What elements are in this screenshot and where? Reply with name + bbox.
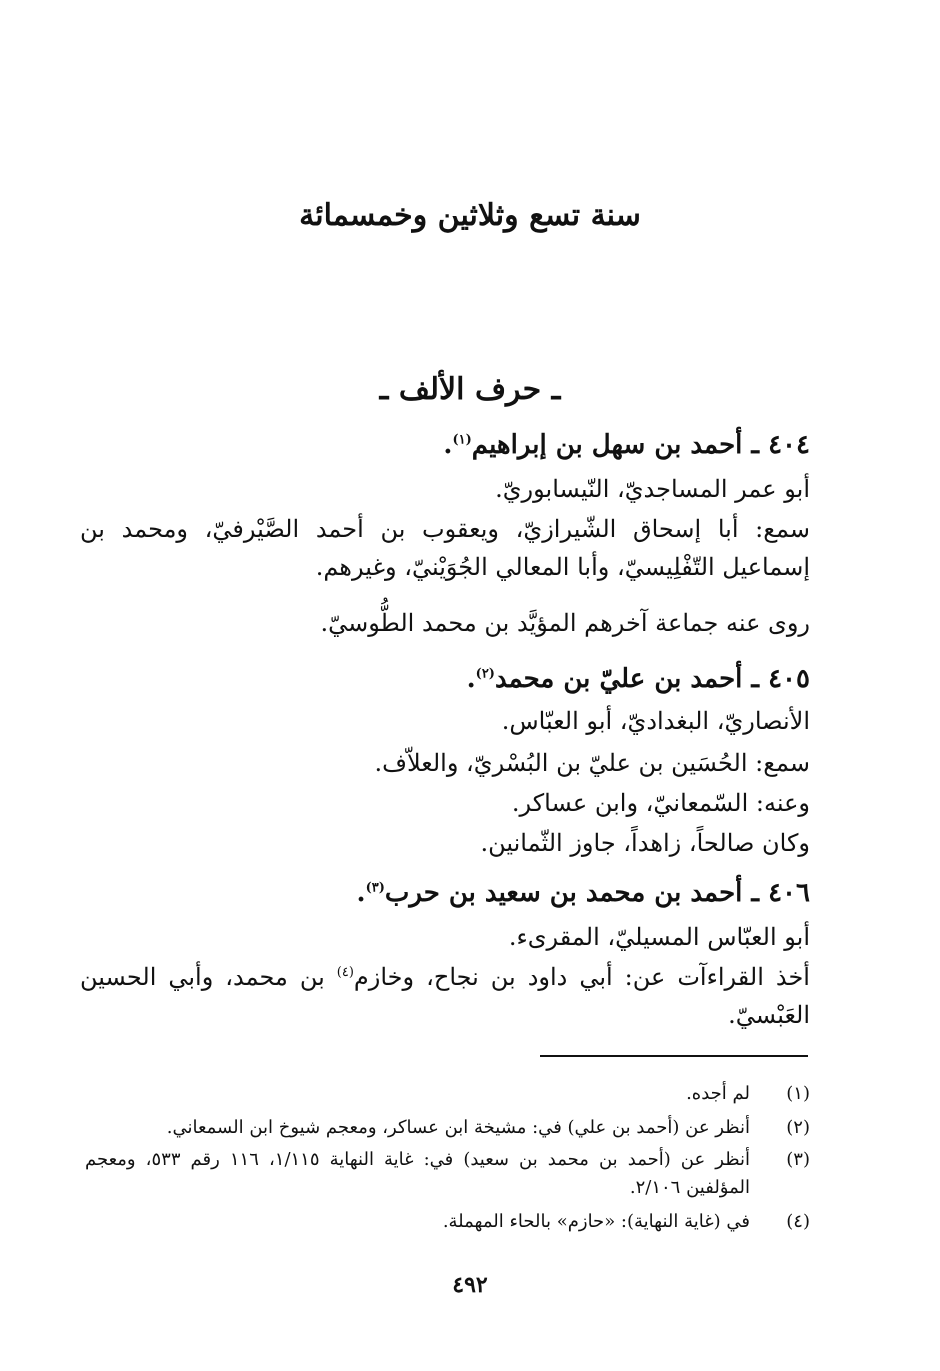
footnote-2 bbox=[80, 1114, 810, 1142]
heading-period: . bbox=[356, 878, 366, 908]
entry-heading-text: ٤٠٦ ـ أحمد بن محمد بن سعيد بن حرب bbox=[384, 878, 810, 908]
footnote-ref: (٣) bbox=[365, 880, 385, 896]
page-number: ٤٩٢ bbox=[452, 1272, 488, 1298]
footnote-1 bbox=[80, 1080, 810, 1108]
entry-406-line-1: أبو العبّاس المسيليّ، المقرىء. bbox=[508, 923, 810, 951]
footnote-text: أنظر عن (أحمد بن علي) في: مشيخة ابن عساكر، ومعجم شيوخ ابن السمعاني. bbox=[166, 1117, 750, 1138]
footnote-4 bbox=[80, 1208, 810, 1236]
entry-405-line-4: وكان صالحاً، زاهداً، جاوز الثّمانين. bbox=[480, 829, 810, 857]
footnote-3 bbox=[80, 1146, 810, 1202]
heading-period: . bbox=[443, 430, 453, 460]
footnote-text: لم أجده. bbox=[686, 1083, 750, 1104]
entry-405-line-1: الأنصاريّ، البغداديّ، أبو العبّاس. bbox=[501, 707, 810, 735]
entry-406-line-2 bbox=[80, 958, 810, 1034]
entry-404-line-3: روى عنه جماعة آخرهم المؤيَّد بن محمد الطُّوسيّ. bbox=[320, 609, 810, 637]
entry-405-line-2: سمع: الحُسَين بن عليّ بن البُسْريّ، والعلاّف. bbox=[374, 749, 810, 777]
entry-404-heading bbox=[90, 426, 810, 464]
year-title: سنة تسع وثلاثين وخمسمائة bbox=[299, 198, 641, 233]
footnote-text: في (غاية النهاية): «حازم» بالحاء المهملة. bbox=[442, 1211, 750, 1232]
entry-heading-text: ٤٠٥ ـ أحمد بن عليّ بن محمد bbox=[494, 664, 810, 694]
section-title: ـ حرف الألف ـ bbox=[379, 372, 561, 407]
entry-405-heading bbox=[90, 660, 810, 698]
entry-405-line-3: وعنه: السّمعانيّ، وابن عساكر. bbox=[511, 789, 810, 817]
entry-404-line-2: سمع: أبا إسحاق الشّيرازيّ، ويعقوب بن أحمد الصَّيْرفيّ، ومحمد بن إسماعيل التّفْلِيسيّ، وأبا المعالي الجُوَيْنيّ، وغيرهم. bbox=[80, 515, 811, 581]
entry-406-text-b: بن محمد، وأبي الحسين العَبْسيّ. bbox=[80, 963, 810, 1029]
footnote-number: (٢) bbox=[786, 1117, 810, 1138]
footnote-text: أنظر عن (أحمد بن محمد بن سعيد) في: غاية النهاية ١/١١٥، ١١٦ رقم ٥٣٣، ومعجم المؤلفين ٢/١٠٦. bbox=[85, 1149, 751, 1198]
entry-406-text-a: أخذ القراءآت عن: أبي داود بن نجاح، وخازم bbox=[353, 963, 810, 991]
entry-406-heading bbox=[90, 874, 810, 912]
footnote-ref: (١) bbox=[452, 432, 472, 448]
footnote-number: (٤) bbox=[786, 1211, 810, 1232]
entry-heading-text: ٤٠٤ ـ أحمد بن سهل بن إبراهيم bbox=[471, 430, 810, 460]
heading-period: . bbox=[466, 664, 476, 694]
footnote-number: (٣) bbox=[786, 1149, 810, 1170]
footnote-number: (١) bbox=[786, 1083, 810, 1104]
footnote-ref: (٤) bbox=[336, 965, 354, 980]
entry-404-line-1: أبو عمر المساجديّ، النّيسابوريّ. bbox=[495, 475, 810, 503]
footnote-ref: (٢) bbox=[475, 666, 495, 682]
footnote-divider bbox=[540, 1055, 808, 1057]
